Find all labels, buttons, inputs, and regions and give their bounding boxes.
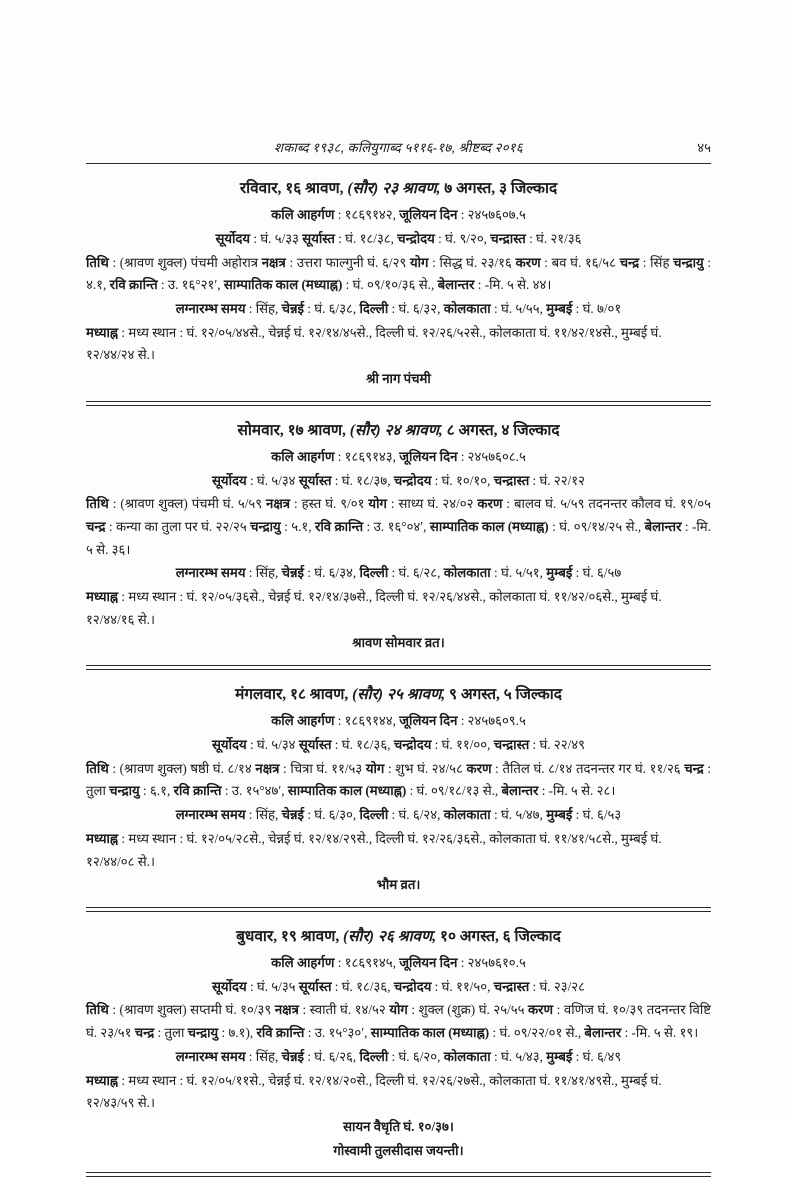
text-segment: करण bbox=[528, 1002, 554, 1018]
text-segment: सूर्योदय bbox=[212, 978, 247, 994]
text-segment: : १८६९१४५, bbox=[334, 955, 400, 971]
text-segment: मध्याह्न bbox=[86, 589, 119, 605]
text-segment: : (श्रावण शुक्ल) पंचमी अहोरात्र bbox=[108, 254, 262, 270]
text-segment: मुम्बई bbox=[546, 807, 573, 823]
text-segment: करण bbox=[466, 760, 492, 776]
text-segment: : घं. ५/३५ bbox=[246, 978, 299, 994]
text-segment: : मध्य स्थान : घं. १२/०५/२८से., चेन्नई घं. १२/१४/२९से., दिल्ली घं. १२/२६/३६से., कोलकाता घं. ११/४१/५८से., मुम्बई घं. १२/४४/०८ से.। bbox=[86, 830, 662, 869]
text-segment: : मध्य स्थान : घं. १२/०५/३६से., चेन्नई घं. १२/१४/३७से., दिल्ली घं. १२/२६/४४से., कोलकाता घं. ११/४२/०६से., मुम्बई घं. १२/४४/१६ से.। bbox=[86, 589, 662, 627]
text-segment: : २४५७६०७.५ bbox=[457, 207, 526, 223]
text-segment: : घं. ०९/२२/०१ से., bbox=[489, 1025, 585, 1041]
text-segment: : बव घं. १६/५८ bbox=[540, 254, 620, 270]
kali-ahargana-line bbox=[86, 710, 711, 733]
text-segment: : ५.१, bbox=[280, 518, 315, 534]
text-segment: चन्द्रायु bbox=[109, 783, 140, 799]
text-segment: जूलियन दिन bbox=[399, 955, 458, 971]
text-segment: चन्द्रोदय bbox=[397, 230, 435, 246]
text-segment: : मध्य स्थान : घं. १२/०५/४४से., चेन्नई घं. १२/१४/४५से., दिल्ली घं. १२/२६/५२से., कोलकाता घं. ११/४२/१४से., मुम्बई घं. १२/४४/२४ से.। bbox=[86, 324, 662, 363]
text-segment: : चित्रा घं. ११/५३ bbox=[279, 760, 366, 776]
kali-ahargana-line bbox=[86, 952, 711, 975]
text-segment: : हस्त घं. ९/०१ bbox=[290, 496, 369, 512]
text-segment: : घं. २२/१२ bbox=[529, 472, 585, 488]
day-section-mangalvar bbox=[86, 670, 711, 903]
text-segment: : घं. ६/२६, bbox=[304, 1048, 360, 1064]
text-segment: : शुक्ल (शुक्र) घं. २५/५५ bbox=[407, 1002, 529, 1018]
text-segment: : -मि. ५ से. ३६। bbox=[86, 518, 711, 557]
text-segment: नक्षत्र bbox=[266, 496, 291, 512]
text-segment: जूलियन दिन bbox=[399, 207, 458, 223]
text-segment: : उ. १५°३०′, bbox=[304, 1025, 371, 1041]
text-segment: चन्द्रायु bbox=[673, 254, 704, 270]
day-title-lunar-date: बुधवार, १९ श्रावण, bbox=[236, 927, 344, 945]
day-title-lunar-date: सोमवार, १७ श्रावण, bbox=[237, 421, 350, 439]
text-segment: कोलकाता bbox=[443, 300, 491, 316]
text-segment: रवि क्रान्ति bbox=[314, 518, 364, 534]
text-segment: मुम्बई bbox=[546, 1048, 573, 1064]
text-segment: करण bbox=[477, 496, 503, 512]
text-segment: दिल्ली bbox=[359, 300, 389, 316]
text-segment: : घं. ०९/१४/२५ से., bbox=[548, 518, 645, 534]
text-segment: बेलान्तर bbox=[584, 1025, 622, 1041]
sunrise-sunset-line bbox=[86, 734, 711, 757]
day-title-lunar-date: रविवार, १६ श्रावण, bbox=[239, 180, 348, 197]
text-segment: दिल्ली bbox=[359, 565, 389, 581]
sayana-note: सायन वैधृति घं. १०/३७। bbox=[343, 1118, 454, 1134]
text-segment: : सिंह, bbox=[245, 807, 282, 823]
text-segment: सूर्योदय bbox=[215, 230, 251, 246]
text-segment: : घं. ७/०१ bbox=[572, 300, 622, 316]
text-segment: : घं. २३/२८ bbox=[529, 978, 585, 994]
text-segment: : (श्रावण शुक्ल) पंचमी घं. ५/५९ bbox=[108, 496, 267, 512]
text-segment: लग्नारम्भ समय bbox=[175, 807, 246, 823]
text-segment: चेन्नई bbox=[281, 300, 305, 316]
text-segment: : घं. ९/२०, bbox=[434, 230, 491, 246]
text-segment: : सिद्ध घं. २३/१६ bbox=[428, 254, 516, 270]
text-segment: सूर्योदय bbox=[212, 472, 247, 488]
text-segment: जूलियन दिन bbox=[399, 713, 458, 729]
text-segment: नक्षत्र bbox=[255, 760, 280, 776]
text-segment: : १८६९१४३, bbox=[334, 448, 400, 464]
text-segment: : सिंह, bbox=[245, 300, 282, 316]
text-segment: : घं. १८/३६, bbox=[331, 978, 394, 994]
text-segment: : घं. ६/४९ bbox=[572, 1048, 622, 1064]
text-segment: चन्द्रोदय bbox=[393, 736, 432, 752]
day-title bbox=[86, 925, 711, 948]
text-segment: लग्नारम्भ समय bbox=[175, 300, 246, 316]
text-segment: : सिंह, bbox=[245, 1048, 282, 1064]
text-segment: सूर्यास्त bbox=[298, 736, 332, 752]
day-title-lunar-date: मंगलवार, १८ श्रावण, bbox=[235, 686, 353, 704]
text-segment: : घं. ६/५७ bbox=[572, 565, 622, 581]
text-segment: मुम्बई bbox=[546, 565, 573, 581]
text-segment: : घं. ६/२०, bbox=[388, 1048, 444, 1064]
text-segment: मध्याह्न bbox=[86, 1072, 119, 1088]
text-segment: नक्षत्र bbox=[261, 254, 286, 270]
text-segment: मुम्बई bbox=[546, 300, 573, 316]
text-segment: बेलान्तर bbox=[437, 277, 475, 293]
lagna-line bbox=[86, 1046, 711, 1069]
text-segment: चन्द्रास्त bbox=[493, 978, 530, 994]
day-title bbox=[86, 177, 711, 200]
text-segment: तिथि bbox=[86, 1002, 109, 1018]
text-segment: : सिंह bbox=[639, 254, 674, 270]
text-segment: चन्द्रायु bbox=[187, 1025, 219, 1041]
day-section-ravivar bbox=[86, 164, 711, 397]
text-segment: : वणिज घं. १०/३९ तदनन्तर विष्टि घं. २३/५१ bbox=[86, 1002, 712, 1041]
text-segment: कोलकाता bbox=[443, 807, 491, 823]
text-segment: चन्द्र bbox=[86, 518, 106, 534]
text-segment: : घं. ११/००, bbox=[431, 736, 494, 752]
text-segment: : घं. ५/४७, bbox=[490, 807, 547, 823]
day-title-gregorian-date: ७ अगस्त, ३ जिल्काद bbox=[444, 180, 558, 197]
text-segment: दिल्ली bbox=[359, 807, 389, 823]
text-segment: : घं. १०/१०, bbox=[431, 472, 494, 488]
text-segment: दिल्ली bbox=[359, 1048, 389, 1064]
text-segment: : घं. ५/३४ bbox=[246, 736, 299, 752]
day-title-solar-date: (सौर) २३ श्रावण, bbox=[347, 180, 445, 197]
tithi-paragraph bbox=[86, 999, 711, 1044]
text-segment: : घं. १८/३६, bbox=[331, 736, 394, 752]
tithi-paragraph bbox=[86, 252, 711, 297]
text-segment: साम्पातिक काल (मध्याह्न) bbox=[287, 783, 407, 799]
day-title-solar-date: (सौर) २४ श्रावण, bbox=[349, 421, 447, 439]
text-segment: : -मि. ५ से. २८। bbox=[538, 783, 616, 799]
text-segment: चन्द्रास्त bbox=[493, 472, 530, 488]
text-segment: योग bbox=[368, 496, 387, 512]
tithi-paragraph bbox=[86, 493, 711, 561]
text-segment: : घं. ६/२४, bbox=[388, 807, 444, 823]
text-segment: : -मि. ५ से. १९। bbox=[621, 1025, 699, 1041]
text-segment: सूर्यास्त bbox=[298, 978, 332, 994]
text-segment: चन्द्रोदय bbox=[393, 978, 432, 994]
kali-ahargana-line bbox=[86, 204, 711, 227]
text-segment: : शुभ घं. २४/५८ bbox=[384, 760, 467, 776]
text-segment: चेन्नई bbox=[281, 565, 305, 581]
day-title-solar-date: (सौर) २६ श्रावण, bbox=[343, 927, 440, 945]
text-segment: चन्द्र bbox=[619, 254, 640, 270]
text-segment: जूलियन दिन bbox=[399, 448, 458, 464]
text-segment: योग bbox=[409, 254, 429, 270]
text-segment: : तैतिल घं. ८/१४ तदनन्तर गर घं. ११/२६ bbox=[491, 760, 685, 776]
text-segment: तिथि bbox=[86, 254, 109, 270]
text-segment: : साध्य घं. २४/०२ bbox=[386, 496, 478, 512]
text-segment: : घं. २१/३६ bbox=[525, 230, 582, 246]
text-segment: चेन्नई bbox=[281, 1048, 305, 1064]
text-segment: : घं. ६/३८, bbox=[304, 300, 360, 316]
text-segment: : उ. १६°०४′, bbox=[363, 518, 430, 534]
text-segment: सूर्योदय bbox=[212, 736, 247, 752]
text-segment: : ४.१, bbox=[86, 254, 712, 293]
text-segment: : घं. ११/५०, bbox=[431, 978, 494, 994]
text-segment: : मध्य स्थान : घं. १२/०५/११से., चेन्नई घं. १२/१४/२०से., दिल्ली घं. १२/२६/२७से., कोलकाता घं. ११/४१/४९से., मुम्बई घं. १२/४३/५९ से.। bbox=[86, 1072, 662, 1111]
text-segment: कलि आहर्गण bbox=[271, 955, 335, 971]
text-segment: : तुला bbox=[86, 760, 712, 799]
day-section-budhvar bbox=[86, 912, 711, 1168]
text-segment: : १८६९१४४, bbox=[334, 713, 400, 729]
text-segment: साम्पातिक काल (मध्याह्न) bbox=[223, 277, 343, 293]
text-segment: : स्वाती घं. १४/५२ bbox=[298, 1002, 390, 1018]
text-segment: : २४५७६१०.५ bbox=[457, 955, 526, 971]
text-segment: कलि आहर्गण bbox=[271, 448, 335, 464]
text-segment: : उत्तरा फाल्गुनी घं. ६/२९ bbox=[285, 254, 410, 270]
text-segment: : सिंह, bbox=[245, 565, 282, 581]
tithi-paragraph bbox=[86, 758, 711, 803]
text-segment: : उ. १५°४७′, bbox=[221, 783, 288, 799]
text-segment: : १८६९१४२, bbox=[334, 207, 400, 223]
day-title-gregorian-date: १० अगस्त, ६ जिल्काद bbox=[439, 927, 561, 945]
madhyahna-line bbox=[86, 586, 711, 631]
text-segment: : बालव घं. ५/५९ तदनन्तर कौलव घं. १९/०५ bbox=[502, 496, 711, 512]
text-segment: लग्नारम्भ समय bbox=[175, 1048, 246, 1064]
page-number: ४५ bbox=[697, 140, 711, 155]
text-segment: कलि आहर्गण bbox=[271, 207, 335, 223]
madhyahna-line bbox=[86, 828, 711, 873]
text-segment: : कन्या का तुला पर घं. २२/२५ bbox=[105, 518, 251, 534]
day-title-solar-date: (सौर) २५ श्रावण, bbox=[352, 686, 449, 704]
text-segment: : घं. ६/३२, bbox=[388, 300, 444, 316]
text-segment: : २४५७६०८.५ bbox=[457, 448, 526, 464]
text-segment: : घं. ५/५१, bbox=[490, 565, 547, 581]
text-segment: : घं. ६/५३ bbox=[572, 807, 622, 823]
text-segment: कोलकाता bbox=[443, 1048, 491, 1064]
page-header bbox=[86, 138, 711, 156]
text-segment: : घं. २२/४९ bbox=[529, 736, 585, 752]
text-segment: : घं. ५/५५, bbox=[490, 300, 547, 316]
text-segment: सूर्यास्त bbox=[302, 230, 335, 246]
festival-note: भौम व्रत। bbox=[376, 877, 421, 893]
kali-ahargana-line bbox=[86, 446, 711, 469]
day-title-gregorian-date: ८ अगस्त, ४ जिल्काद bbox=[446, 421, 560, 439]
text-segment: रवि क्रान्ति bbox=[173, 783, 222, 799]
sunrise-sunset-line bbox=[86, 976, 711, 999]
text-segment: : घं. ५/४३, bbox=[490, 1048, 547, 1064]
madhyahna-line bbox=[86, 322, 711, 367]
sunrise-sunset-line bbox=[86, 470, 711, 493]
text-segment: : घं. १८/३७, bbox=[331, 472, 394, 488]
text-segment: : घं. ६/२८, bbox=[388, 565, 444, 581]
day-section-somvar bbox=[86, 406, 711, 661]
text-segment: रवि क्रान्ति bbox=[109, 277, 158, 293]
era-line: शकाब्द १९३८, कलियुगाब्द ५११६-१७, श्रीष्टब्द २०१६ bbox=[274, 140, 523, 155]
text-segment: करण bbox=[515, 254, 541, 270]
madhyahna-line bbox=[86, 1070, 711, 1115]
text-segment: : ६.१, bbox=[139, 783, 174, 799]
text-segment: : घं. ०९/१०/३६ से., bbox=[342, 277, 438, 293]
text-segment: बेलान्तर bbox=[644, 518, 682, 534]
lagna-line bbox=[86, 298, 711, 321]
text-segment: चन्द्रायु bbox=[250, 518, 281, 534]
festival-note: श्री नाग पंचमी bbox=[366, 371, 431, 387]
page-bottom-rule bbox=[86, 1172, 711, 1177]
text-segment: रवि क्रान्ति bbox=[256, 1025, 305, 1041]
text-segment: मध्याह्न bbox=[86, 830, 119, 846]
text-segment: चन्द्र bbox=[134, 1025, 155, 1041]
sunrise-sunset-line bbox=[86, 228, 711, 251]
text-segment: : २४५७६०९.५ bbox=[457, 713, 526, 729]
lagna-line bbox=[86, 804, 711, 827]
lagna-line bbox=[86, 562, 711, 585]
text-segment: : घं. ०९/१८/१३ से., bbox=[406, 783, 502, 799]
day-title-gregorian-date: ९ अगस्त, ५ जिल्काद bbox=[448, 686, 562, 704]
text-segment: : तुला bbox=[154, 1025, 188, 1041]
text-segment: चेन्नई bbox=[281, 807, 305, 823]
text-segment: मध्याह्न bbox=[86, 324, 119, 340]
text-segment: : घं. ६/३४, bbox=[304, 565, 360, 581]
text-segment: साम्पातिक काल (मध्याह्न) bbox=[429, 518, 549, 534]
text-segment: चन्द्र bbox=[684, 760, 704, 776]
text-segment: चन्द्रास्त bbox=[493, 736, 530, 752]
text-segment: : (श्रावण शुक्ल) सप्तमी घं. १०/३९ bbox=[108, 1002, 275, 1018]
text-segment: चन्द्रास्त bbox=[490, 230, 526, 246]
text-segment: योग bbox=[365, 760, 385, 776]
text-segment: : (श्रावण शुक्ल) षष्ठी घं. ८/१४ bbox=[108, 760, 256, 776]
festival-note: श्रावण सोमवार व्रत। bbox=[352, 635, 445, 651]
text-segment: लग्नारम्भ समय bbox=[175, 565, 246, 581]
text-segment: कलि आहर्गण bbox=[271, 713, 335, 729]
text-segment: नक्षत्र bbox=[274, 1002, 299, 1018]
text-segment: तिथि bbox=[86, 496, 109, 512]
festival-note: गोस्वामी तुलसीदास जयन्ती। bbox=[333, 1142, 464, 1158]
text-segment: तिथि bbox=[86, 760, 109, 776]
text-segment: चन्द्रोदय bbox=[393, 472, 432, 488]
text-segment: : ७.१), bbox=[218, 1025, 257, 1041]
text-segment: : उ. १६°२१′, bbox=[157, 277, 224, 293]
text-segment: : -मि. ५ से. ४४। bbox=[474, 277, 552, 293]
text-segment: योग bbox=[389, 1002, 408, 1018]
text-segment: साम्पातिक काल (मध्याह्न) bbox=[370, 1025, 490, 1041]
text-segment: : घं. ५/३४ bbox=[246, 472, 299, 488]
text-segment: : घं. ५/३३ bbox=[250, 230, 303, 246]
text-segment: बेलान्तर bbox=[501, 783, 539, 799]
text-segment: : घं. १८/३८, bbox=[334, 230, 398, 246]
day-title bbox=[86, 683, 711, 706]
text-segment: : घं. ६/३०, bbox=[304, 807, 360, 823]
text-segment: सूर्यास्त bbox=[298, 472, 332, 488]
day-title bbox=[86, 419, 711, 442]
text-segment: कोलकाता bbox=[443, 565, 491, 581]
